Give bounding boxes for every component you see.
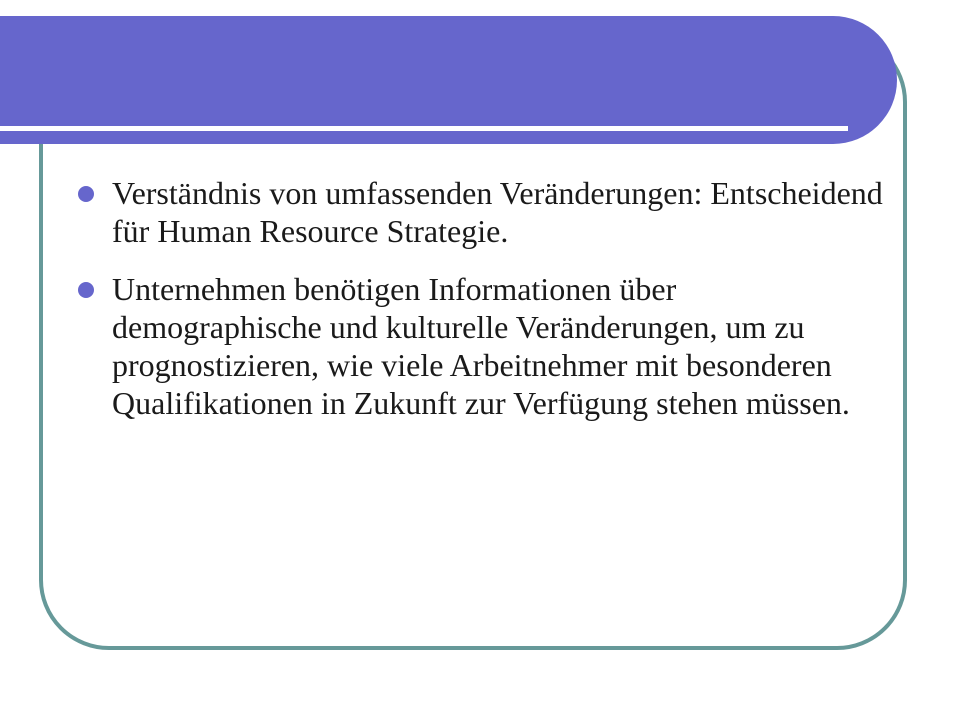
bullet-dot-icon (78, 282, 94, 298)
bullet-list (72, 174, 892, 442)
bullet-item (72, 174, 892, 250)
bullet-text: Unternehmen benötigen Informationen über demographische und kulturelle Veränderungen, um zu prognostizieren, wie viele Arbeitnehmer mit besonderen Qualifikationen in Zukunft zur Verfügung stehen müssen. (112, 271, 850, 421)
title-banner (0, 16, 897, 144)
bullet-item (72, 270, 892, 422)
bullet-text: Verständnis von umfassenden Veränderungen: Entscheidend für Human Resource Strategie. (112, 175, 883, 249)
bullet-dot-icon (78, 186, 94, 202)
title-underline (0, 126, 848, 131)
